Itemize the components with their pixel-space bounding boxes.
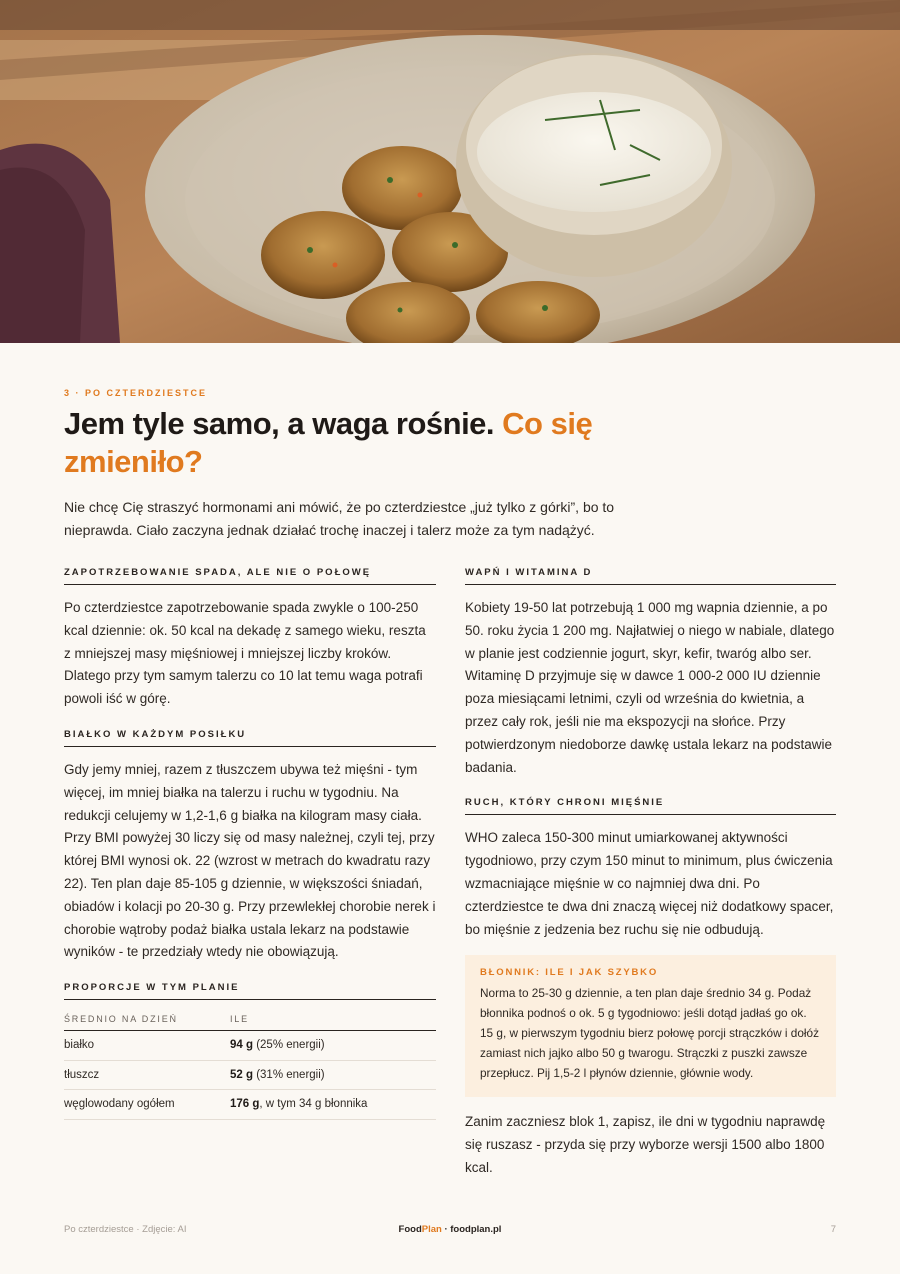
section-heading-protein: BIAŁKO W KAŻDYM POSIŁKU bbox=[64, 729, 436, 747]
proportions-table bbox=[64, 1014, 436, 1120]
section-heading-calories: ZAPOTRZEBOWANIE SPADA, ALE NIE O POŁOWĘ bbox=[64, 567, 436, 585]
section-text-protein: Gdy jemy mniej, razem z tłuszczem ubywa też mięśni - tym więcej, im mniej białka na talerzu i ruchu w tygodniu. Na redukcji celujemy w 1,2-1,6 g białka na kilogram masy ciała. Przy BMI powyżej 30 liczy się od masy należnej, czyli tej, przy której BMI wynosi ok. 22 (wzrost w metrach do kwadratu razy 22). Ten plan daje 85-105 g dziennie, w większości śniadań, obiadów i kolacji po 20-30 g. Przy przewlekłej chorobie nerek i chorobie wątroby podaż białka ustala lekarz na podstawie wyników - te przedziały wtedy nie obowiązują. bbox=[64, 761, 436, 960]
footer-credit: Po czterdziestce · Zdjęcie: AI bbox=[64, 1224, 187, 1235]
page-title bbox=[64, 405, 664, 481]
footer-brand: FoodPlan · foodplan.pl bbox=[398, 1224, 502, 1235]
nutrient-name: białko bbox=[64, 1031, 230, 1061]
lead-paragraph: Nie chcę Cię straszyć hormonami ani mówić, że po czterdziestce „już tylko z górki”, bo to nieprawda. Ciało zaczyna jednak działać trochę inaczej i talerz może za tym nadążyć. bbox=[64, 499, 615, 538]
left-column bbox=[64, 567, 436, 1120]
fiber-callout bbox=[465, 955, 836, 1097]
section-text-calcium: Kobiety 19-50 lat potrzebują 1 000 mg wapnia dziennie, a po 50. roku życia 1 200 mg. Najłatwiej o niego w nabiale, dlatego w planie jest codziennie jogurt, skyr, kefir, twaróg albo ser. Witaminę D przyjmuje się w dawce 1 000-2 000 IU dziennie poza miesiącami letnimi, czyli od września do kwietnia, a przez cały rok, jeśli nie ma ekspozycji na słońce. Przy potwierdzonym niedoborze dawkę ustala lekarz na podstawie badania. bbox=[465, 600, 835, 775]
yogurt-bowl bbox=[456, 53, 732, 277]
nutrient-name: węglowodany ogółem bbox=[64, 1090, 230, 1120]
closing-paragraph: Zanim zaczniesz blok 1, zapisz, ile dni w tygodniu naprawdę się ruszasz - przyda się przy wyborze wersji 1500 albo 1800 kcal. bbox=[465, 1114, 826, 1175]
table-col-header: ILE bbox=[230, 1014, 436, 1031]
callout-text: Norma to 25-30 g dziennie, a ten plan daje średnio 34 g. Podaż błonnika podnoś o ok. 5 g tygodniowo: jeśli dotąd jadłaś go ok. 15 g, w pierwszym tygodniu bierz połowę porcji strączków i dołóż zamiast nich jajko albo 50 g twarogu. Strączki z puszki zawsze przepłucz. Pij 1,5-2 l płynów dziennie, głównie wody. bbox=[480, 986, 819, 1080]
section-heading-exercise: RUCH, KTÓRY CHRONI MIĘŚNIE bbox=[465, 797, 836, 815]
section-heading-calcium: WAPŃ I WITAMINA D bbox=[465, 567, 836, 585]
right-column bbox=[465, 567, 836, 1180]
nutrient-value: 52 g (31% energii) bbox=[230, 1060, 436, 1090]
table-header-row bbox=[64, 1014, 436, 1031]
section-text-exercise: WHO zaleca 150-300 minut umiarkowanej aktywności tygodniowo, przy czym 150 minut to minimum, plus ćwiczenia wzmacniające mięśnie w co najmniej dwa dni. Po czterdziestce te dwa dni znaczą więcej niż dodatkowy spacer, bo mięśnie z jedzenia bez ruchu się nie odbudują. bbox=[465, 830, 834, 937]
page-number: 7 bbox=[830, 1224, 836, 1235]
table-row bbox=[64, 1090, 436, 1120]
nutrient-value: 176 g, w tym 34 g błonnika bbox=[230, 1090, 436, 1120]
food-photo-illustration bbox=[0, 0, 900, 343]
hero-photo bbox=[0, 0, 900, 343]
section-kicker: 3 · PO CZTERDZIESTCE bbox=[64, 388, 208, 398]
table-row bbox=[64, 1031, 436, 1061]
title-accent: Co się zmieniło? bbox=[64, 406, 593, 479]
callout-heading: BŁONNIK: ILE I JAK SZYBKO bbox=[480, 967, 659, 979]
table-col-header: ŚREDNIO NA DZIEŃ bbox=[64, 1014, 230, 1031]
table-row bbox=[64, 1060, 436, 1090]
nutrient-value: 94 g (25% energii) bbox=[230, 1031, 436, 1061]
title-main: Jem tyle samo, a waga rośnie. bbox=[64, 406, 503, 441]
section-heading-proportions: PROPORCJE W TYM PLANIE bbox=[64, 982, 436, 1000]
section-text-calories: Po czterdziestce zapotrzebowanie spada zwykle o 100-250 kcal dziennie: ok. 50 kcal na dekadę z samego wieku, reszta z mniejszej masy mięśniowej i mniejszej liczby kroków. Dlatego przy tym samym talerzu co 10 lat temu waga potrafi powoli iść w górę. bbox=[64, 600, 426, 707]
nutrient-name: tłuszcz bbox=[64, 1060, 230, 1090]
page-footer bbox=[64, 1224, 836, 1238]
